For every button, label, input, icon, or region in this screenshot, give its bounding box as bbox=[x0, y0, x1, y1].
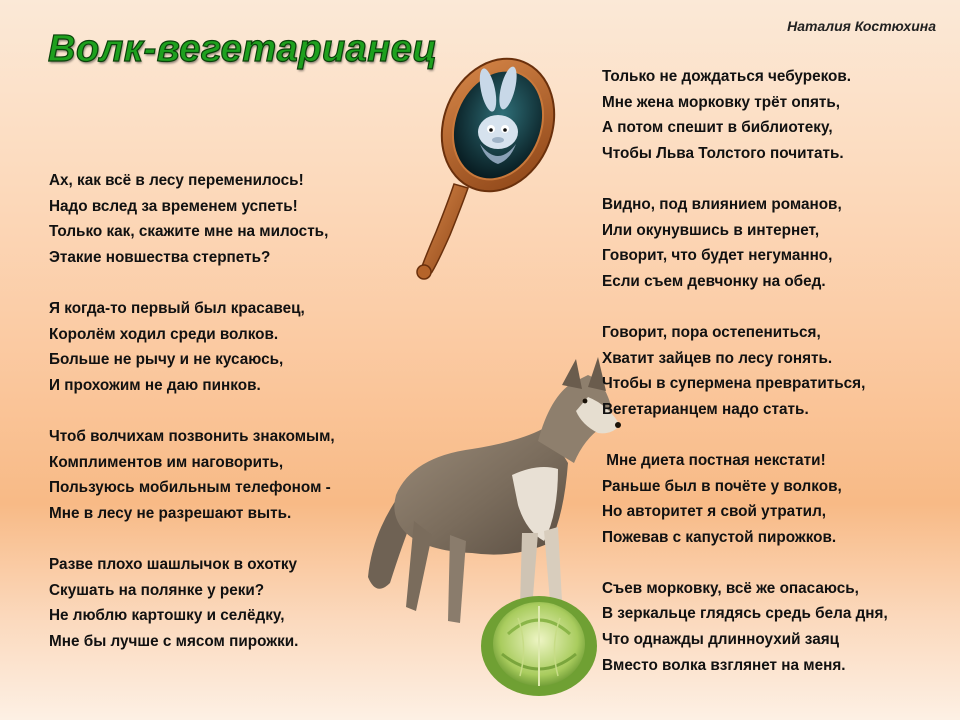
poem-line: Я когда-то первый был красавец, bbox=[49, 299, 305, 317]
poem-line: Или окунувшись в интернет, bbox=[602, 221, 820, 239]
poem-line: Не люблю картошку и селёдку, bbox=[49, 607, 285, 625]
poem-line: Пользуюсь мобильным телефоном - bbox=[49, 479, 331, 497]
poem-line: Ах, как всё в лесу переменилось! bbox=[49, 172, 304, 189]
stanza bbox=[602, 448, 952, 550]
stanza bbox=[49, 424, 409, 526]
stanza bbox=[602, 320, 952, 422]
poem-line: Говорит, пора остепениться, bbox=[602, 323, 821, 341]
poem-line: Только как, скажите мне на милость, bbox=[49, 223, 329, 241]
poem-line: Что однажды длинноухий заяц bbox=[602, 631, 840, 649]
poem-line: Раньше был в почёте у волков, bbox=[602, 477, 842, 495]
author-name: Наталия Костюхина bbox=[787, 18, 936, 34]
poem-line: Этакие новшества стерпеть? bbox=[49, 248, 271, 266]
poem-line: В зеркальце глядясь средь бела дня, bbox=[602, 605, 888, 623]
poem-line: Мне бы лучше с мясом пирожки. bbox=[49, 632, 299, 650]
stanza bbox=[602, 64, 952, 166]
poem-line: Хватит зайцев по лесу гонять. bbox=[602, 349, 833, 367]
poem-line: Мне в лесу не разрешают выть. bbox=[49, 504, 292, 522]
poem-left-column bbox=[49, 168, 409, 680]
poem-line: Разве плохо шашлычок в охотку bbox=[49, 555, 297, 573]
poem-line: Больше не рычу и не кусаюсь, bbox=[49, 351, 284, 369]
poem-title: Волк-вегетарианец bbox=[48, 28, 438, 70]
hand-mirror-icon bbox=[410, 40, 560, 280]
poem-line: Мне диета постная некстати! bbox=[602, 451, 826, 469]
poem-line: Вегетарианцем надо стать. bbox=[602, 400, 809, 418]
poem-line: Скушать на полянке у реки? bbox=[49, 581, 265, 599]
stanza bbox=[49, 552, 409, 654]
poem-line: Видно, под влиянием романов, bbox=[602, 195, 842, 213]
poem-line: Чтобы Льва Толстого почитать. bbox=[602, 144, 844, 162]
poem-line: Говорит, что будет негуманно, bbox=[602, 247, 833, 265]
poem-line: Вместо волка взглянет на меня. bbox=[602, 656, 846, 674]
poem-line: Надо вслед за временем успеть! bbox=[49, 197, 298, 215]
poem-line: Только не дождаться чебуреков. bbox=[602, 68, 852, 85]
poem-line: Мне жена морковку трёт опять, bbox=[602, 93, 841, 111]
poem-line: И прохожим не даю пинков. bbox=[49, 376, 261, 394]
cabbage-icon bbox=[478, 588, 600, 700]
poem-line: Комплиментов им наговорить, bbox=[49, 453, 284, 471]
poem-line: Чтоб волчихам позвонить знакомым, bbox=[49, 427, 335, 445]
poem-line: Если съем девчонку на обед. bbox=[602, 272, 826, 290]
poem-line: Чтобы в супермена превратиться, bbox=[602, 375, 866, 393]
poem-right-column bbox=[602, 64, 952, 704]
poem-line: Съев морковку, всё же опасаюсь, bbox=[602, 579, 859, 597]
stanza bbox=[602, 576, 952, 678]
stanza bbox=[49, 168, 409, 270]
stanza bbox=[49, 296, 409, 398]
poem-line: Но авторитет я свой утратил, bbox=[602, 503, 827, 521]
poem-line: Королём ходил среди волков. bbox=[49, 325, 279, 343]
stanza bbox=[602, 192, 952, 294]
poem-line: А потом спешит в библиотеку, bbox=[602, 119, 833, 137]
poem-line: Пожевав с капустой пирожков. bbox=[602, 528, 837, 546]
